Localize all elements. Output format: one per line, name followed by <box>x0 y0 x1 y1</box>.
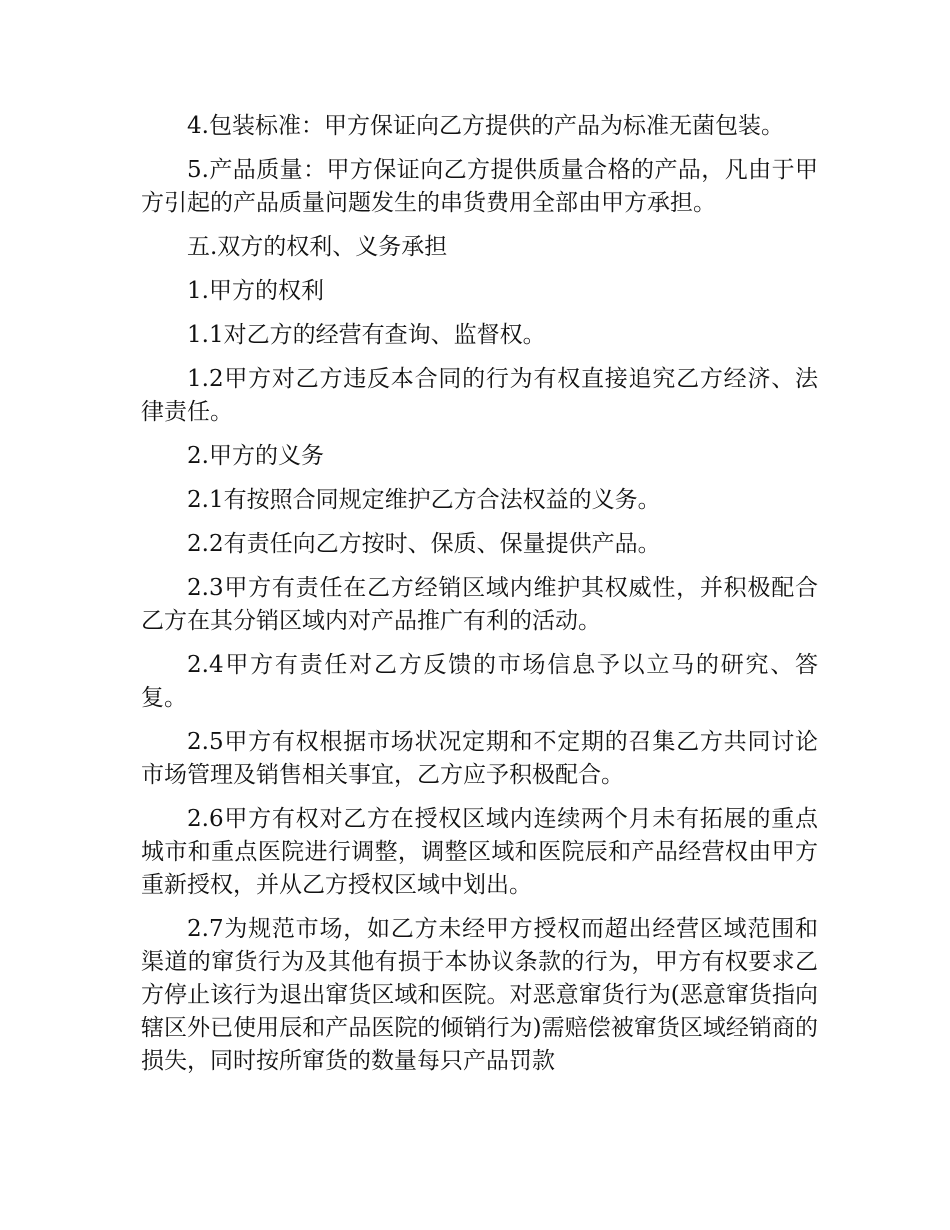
paragraph-2-4: 2.4甲方有责任对乙方反馈的市场信息予以立马的研究、答复。 <box>141 652 818 711</box>
paragraph-2-5: 2.5甲方有权根据市场状况定期和不定期的召集乙方共同讨论市场管理及销售相关事宜，乙方应予积极配合。 <box>141 729 818 788</box>
section-heading-rights-obligations: 五.双方的权利、义务承担 <box>187 234 448 260</box>
paragraph-2-2: 2.2有责任向乙方按时、保质、保量提供产品。 <box>187 531 661 557</box>
paragraph-1-1: 1.1对乙方的经营有查询、监督权。 <box>187 322 546 348</box>
paragraph-2-7: 2.7为规范市场，如乙方未经甲方授权而超出经营区域范围和渠道的窜货行为及其他有损于本协议条款的行为，甲方有权要求乙方停止该行为退出窜货区域和医院。对恶意窜货行为(恶意窜货指向辖区外已使用辰和产品医院的倾销行为)需赔偿被窜货区域经销商的损失，同时按所窜货的数量每只产品罚款 <box>141 916 818 1074</box>
paragraph-1-2: 1.2甲方对乙方违反本合同的行为有权直接追究乙方经济、法律责任。 <box>141 366 818 425</box>
paragraph-2-1: 2.1有按照合同规定维护乙方合法权益的义务。 <box>187 487 661 513</box>
paragraph-2-6: 2.6甲方有权对乙方在授权区域内连续两个月未有拓展的重点城市和重点医院进行调整，调整区域和医院辰和产品经营权由甲方重新授权，并从乙方授权区域中划出。 <box>141 806 818 898</box>
subheading-party-a-obligations: 2.甲方的义务 <box>187 443 324 469</box>
paragraph-product-quality: 5.产品质量：甲方保证向乙方提供质量合格的产品，凡由于甲方引起的产品质量问题发生的串货费用全部由甲方承担。 <box>141 157 818 216</box>
paragraph-2-3: 2.3甲方有责任在乙方经销区域内维护其权威性，并积极配合乙方在其分销区域内对产品推广有利的活动。 <box>141 575 818 634</box>
subheading-party-a-rights: 1.甲方的权利 <box>187 278 324 304</box>
paragraph-packaging-standard: 4.包装标准：甲方保证向乙方提供的产品为标准无菌包装。 <box>187 113 784 139</box>
